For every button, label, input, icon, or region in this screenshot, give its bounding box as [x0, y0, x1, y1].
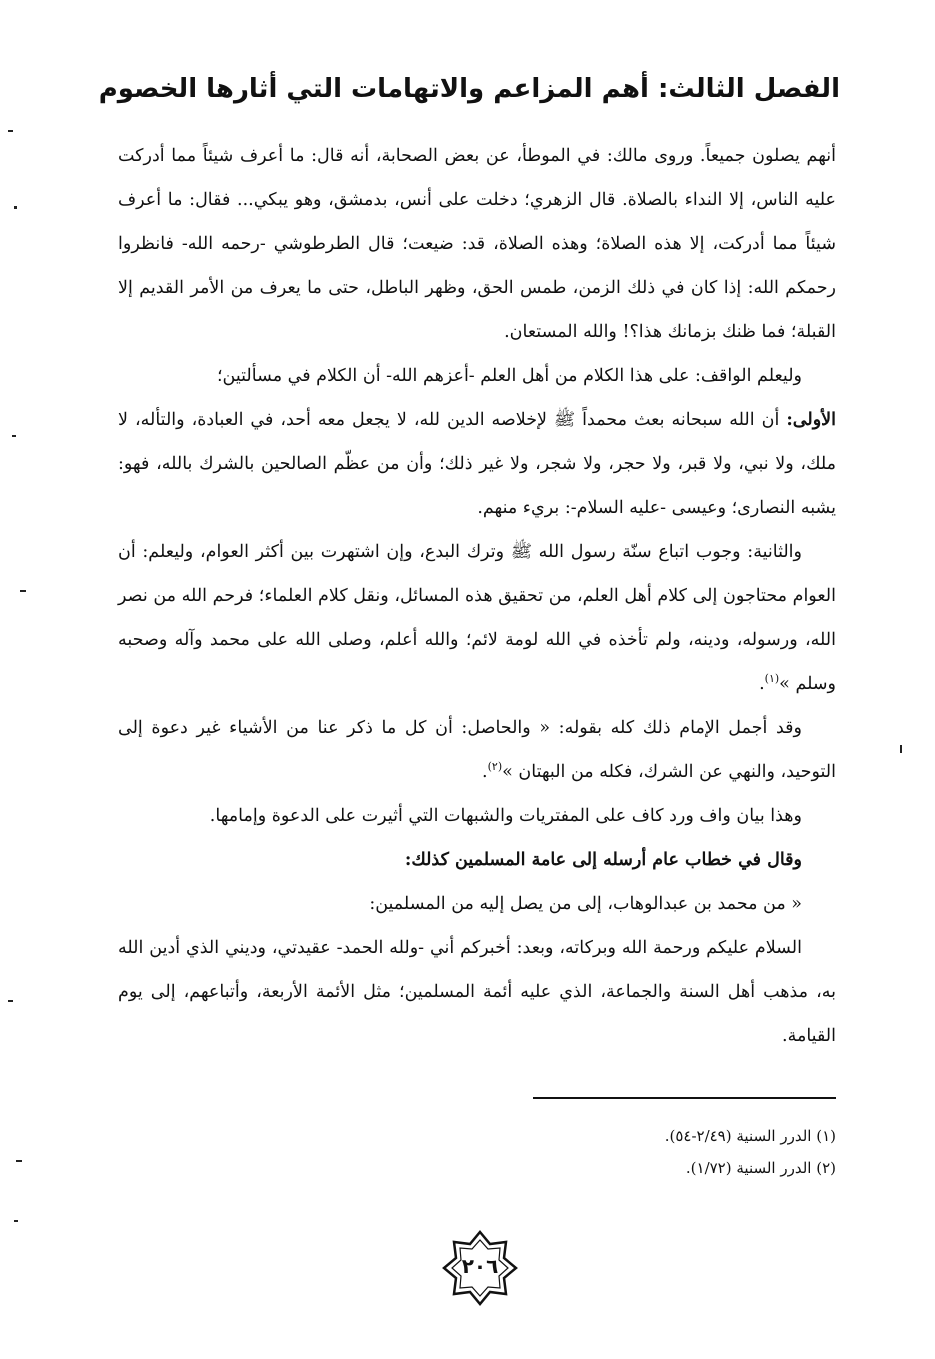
chapter-title: الفصل الثالث: أهم المزاعم والاتهامات التي أثارها الخصوم [98, 74, 840, 104]
body-text [118, 134, 836, 1058]
scan-mark [8, 130, 13, 132]
footnotes [480, 1120, 836, 1184]
scan-mark [20, 590, 26, 592]
page-number-badge [440, 1228, 520, 1308]
paragraph-3 [118, 530, 836, 706]
paragraph-6: وقال في خطاب عام أرسله إلى عامة المسلمين كذلك: [404, 850, 802, 870]
paragraph-4-end: . [482, 762, 488, 782]
letter-body: السلام عليكم ورحمة الله وبركاته، وبعد: أخبركم أني -ولله الحمد- عقيدتي، وديني الذي أدين الله به، مذهب أهل السنة والجماعة، الذي عليه أئمة المسلمين؛ مثل الأئمة الأربعة، وأتباعهم، إلى يوم القيامة. [118, 938, 836, 1046]
paragraph-3-text: والثانية: وجوب اتباع سنّة رسول الله ﷺ وترك البدع، وإن اشتهرت بين أكثر العوام، وليعلم: أن العوام محتاجون إلى كلام أهل العلم، من تحقيق هذه المسائل، ونقل كلام العلماء؛ فرحم الله من نصر الله، ورسوله، ودينه، ولم تأخذه في الله لومة لائم؛ والله أعلم، وصلى الله على محمد وآله وصحبه وسلم » [118, 542, 836, 694]
footnote-2: (٢) الدرر السنية (١/٧٢). [685, 1159, 836, 1177]
scan-mark [14, 206, 17, 209]
first-point [118, 398, 836, 530]
footnote-1: (١) الدرر السنية (٢/٤٩-٥٤). [664, 1127, 836, 1145]
footnote-divider [533, 1097, 836, 1099]
paragraph-5: وهذا بيان واف ورد كاف على المفتريات والشبهات التي أثيرت على الدعوة وإمامها. [209, 806, 802, 826]
paragraph-2: وليعلم الواقف: على هذا الكلام من أهل العلم -أعزهم الله- أن الكلام في مسألتين؛ [216, 366, 802, 386]
letter-opening: « من محمد بن عبدالوهاب، إلى من يصل إليه من المسلمين: [369, 894, 802, 914]
paragraph-3-end: . [759, 674, 765, 694]
scan-mark [8, 1000, 13, 1002]
chapter-header [98, 64, 840, 114]
scan-mark [12, 435, 16, 437]
paragraph-1: أنهم يصلون جميعاً. وروى مالك: في الموطأ، عن بعض الصحابة، أنه قال: ما أعرف شيئاً مما أدركت عليه الناس، إلا النداء بالصلاة. قال الزهري؛ دخلت على أنس، بدمشق، وهو يبكي... فقال: ما أعرف شيئاً مما أدركت، إلا هذه الصلاة؛ وهذه الصلاة، قد: ضيعت؛ قال الطرطوشي -رحمه الله- فانظروا رحمكم الله: إذا كان في ذلك الزمن، طمس الحق، وظهر الباطل، حتى ما يعرف من الأمر القديم إلا القبلة؛ فما ظنك بزمانك هذا؟! والله المستعان. [118, 146, 836, 342]
paragraph-4-text: وقد أجمل الإمام ذلك كله بقوله: « والحاصل: أن كل ما ذكر عنا من الأشياء غير دعوة إلى التوحيد، والنهي عن الشرك، فكله من البهتان » [118, 718, 836, 782]
footnote-ref-2: (٢) [487, 760, 503, 774]
scan-mark [14, 1220, 18, 1222]
first-point-text: أن الله سبحانه بعث محمداً ﷺ لإخلاصه الدين لله، لا يجعل معه أحد، في العبادة، والتأله، لا ملك، ولا نبي، ولا قبر، ولا حجر، ولا شجر، ولا غير ذلك؛ وأن من عظّم الصالحين بالشرك بالله، فهو: يشبه النصارى؛ وعيسى -عليه السلام-: بريء منهم. [118, 410, 836, 518]
paragraph-4 [118, 706, 836, 794]
scan-mark [900, 745, 902, 753]
footnote-ref-1: (١) [764, 672, 780, 686]
page-number: ٢٠٦ [461, 1254, 499, 1278]
first-point-label: الأولى: [786, 410, 836, 430]
scan-mark [16, 1160, 22, 1162]
